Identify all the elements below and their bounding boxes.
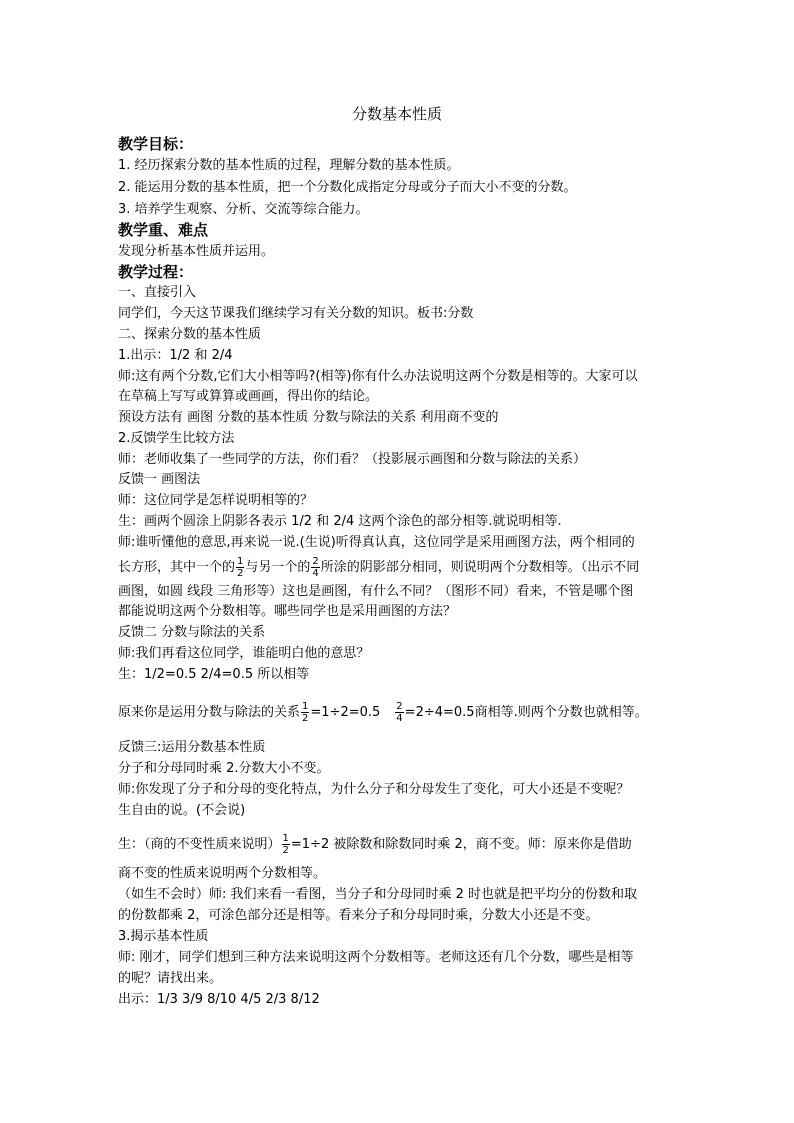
- paragraph-line: 画图，如圆 线段 三角形等）这也是画图，有什么不同？（图形不同）看来，不管是哪个图: [118, 584, 634, 599]
- section-heading-explore: 二、探索分数的基本性质: [118, 327, 262, 342]
- goal-item-2: 2. 能运用分数的基本性质，把一个分数化成指定分母或分子而大小不变的分数。: [118, 180, 577, 195]
- paragraph-line: 的呢？请找出来。: [118, 971, 223, 986]
- paragraph-line: 师：这位同学是怎样说明相等的？: [118, 493, 314, 508]
- paragraph-line: 师：老师收集了一些同学的方法，你们看？（投影展示画图和分数与除法的关系）: [118, 452, 587, 467]
- paragraph-line: 师:你发现了分子和分母的变化特点，为什么分子和分母发生了变化，可大小还是不变呢？: [118, 782, 630, 797]
- paragraph-line: 的份数都乘 2，可涂色部分还是相等。看来分子和分母同时乘，分数大小还是不变。: [118, 908, 599, 923]
- fraction-numerator: 2: [312, 556, 319, 567]
- paragraph-line: 都能说明这两个分数相等。哪些同学也是采用画图的方法？: [118, 604, 457, 619]
- goal-item-1: 1. 经历探索分数的基本性质的过程，理解分数的基本性质。: [118, 158, 460, 173]
- paragraph-line: 师:谁听懂他的意思,再来说一说.(生说)听得真认真，这位同学是采用画图方法，两个相同的: [118, 535, 635, 550]
- paragraph-line: （如生不会时）师: 我们来看一看图，当分子和分母同时乘 2 时也就是把平均分的份数和取: [118, 887, 638, 902]
- text-segment: 长方形，其中一个的: [118, 560, 236, 575]
- paragraph-line: 在草稿上写写或算算或画画，得出你的结论。: [118, 389, 379, 404]
- text-segment: 被除数和除数同时乘 2，商不变。师：原来你是借助: [329, 837, 632, 852]
- fraction-one-half: [236, 556, 244, 579]
- fraction-two-fourths: [395, 701, 403, 724]
- text-segment: 原来你是运用分数与除法的关系: [118, 705, 301, 720]
- paragraph-line: 师:我们再看这位同学，谁能明白他的意思？: [118, 646, 370, 661]
- paragraph-line: 生自由的说。(不会说): [118, 803, 246, 818]
- text-segment: =1÷2=0.5: [310, 705, 381, 720]
- heading-keypoints: 教学重、难点: [118, 221, 209, 239]
- text-segment: 与另一个的: [245, 560, 311, 575]
- fraction-numerator: 1: [282, 833, 289, 844]
- heading-goals: 教学目标：: [118, 135, 194, 153]
- paragraph-line: 预设方法有 画图 分数的基本性质 分数与除法的关系 利用商不变的: [118, 410, 499, 425]
- paragraph-line-with-fractions: [118, 700, 648, 726]
- paragraph-line: 商不变的性质来说明两个分数相等。: [118, 866, 327, 881]
- fraction-denominator: 2: [237, 568, 244, 579]
- paragraph-line: 1.出示：1/2 和 2/4: [118, 348, 233, 363]
- section-heading-intro: 一、直接引入: [118, 285, 197, 300]
- paragraph-line: 反馈一 画图法: [118, 472, 201, 487]
- paragraph-line: 分子和分母同时乘 2.分数大小不变。: [118, 761, 330, 776]
- fraction-two-fourths: [311, 556, 319, 579]
- paragraph-line: 反馈二 分数与除法的关系: [118, 625, 266, 640]
- fraction-denominator: 4: [396, 713, 403, 724]
- text-segment: =2÷4=0.5: [404, 705, 475, 720]
- fraction-one-half: [282, 833, 290, 856]
- fraction-one-half: [301, 701, 309, 724]
- fraction-numerator: 2: [396, 701, 403, 712]
- paragraph-line-with-fractions: [118, 556, 639, 580]
- keypoints-text: 发现分析基本性质并运用。: [118, 244, 275, 259]
- subsection-heading: 2.反馈学生比较方法: [118, 431, 235, 446]
- paragraph-line: 同学们，今天这节课我们继续学习有关分数的知识。板书:分数: [118, 306, 474, 321]
- text-segment: 生：（商的不变性质来说明）: [118, 837, 281, 852]
- fraction-numerator: 1: [237, 556, 244, 567]
- fraction-denominator: 4: [312, 568, 319, 579]
- paragraph-line: 生：画两个圆涂上阴影各表示 1/2 和 2/4 这两个涂色的部分相等.就说明相等.: [118, 514, 562, 529]
- page-title: 分数基本性质: [351, 105, 442, 123]
- text-segment: 所涂的阴影部分相同，则说明两个分数相等。（出示不同: [320, 560, 640, 575]
- paragraph-line-with-fractions: [118, 832, 632, 858]
- paragraph-line: 师: 刚才，同学们想到三种方法来说明这两个分数相等。老师这还有几个分数，哪些是相等: [118, 950, 634, 965]
- paragraph-line: 反馈三:运用分数基本性质: [118, 740, 266, 755]
- goal-item-3: 3. 培养学生观察、分析、交流等综合能力。: [118, 202, 369, 217]
- paragraph-line: 师:这有两个分数,它们大小相等吗?(相等)你有什么办法说明这两个分数是相等的。大家可以: [118, 369, 638, 384]
- text-segment: =1÷2: [290, 837, 330, 852]
- text-segment: 商相等.则两个分数也就相等。: [474, 705, 648, 720]
- fraction-numerator: 1: [302, 701, 309, 712]
- fraction-denominator: 2: [302, 713, 309, 724]
- fraction-denominator: 2: [282, 845, 289, 856]
- heading-process: 教学过程：: [118, 263, 194, 281]
- paragraph-line: 出示：1/3 3/9 8/10 4/5 2/3 8/12: [118, 992, 320, 1007]
- subsection-heading: 3.揭示基本性质: [118, 929, 209, 944]
- paragraph-line: 生：1/2=0.5 2/4=0.5 所以相等: [118, 667, 310, 682]
